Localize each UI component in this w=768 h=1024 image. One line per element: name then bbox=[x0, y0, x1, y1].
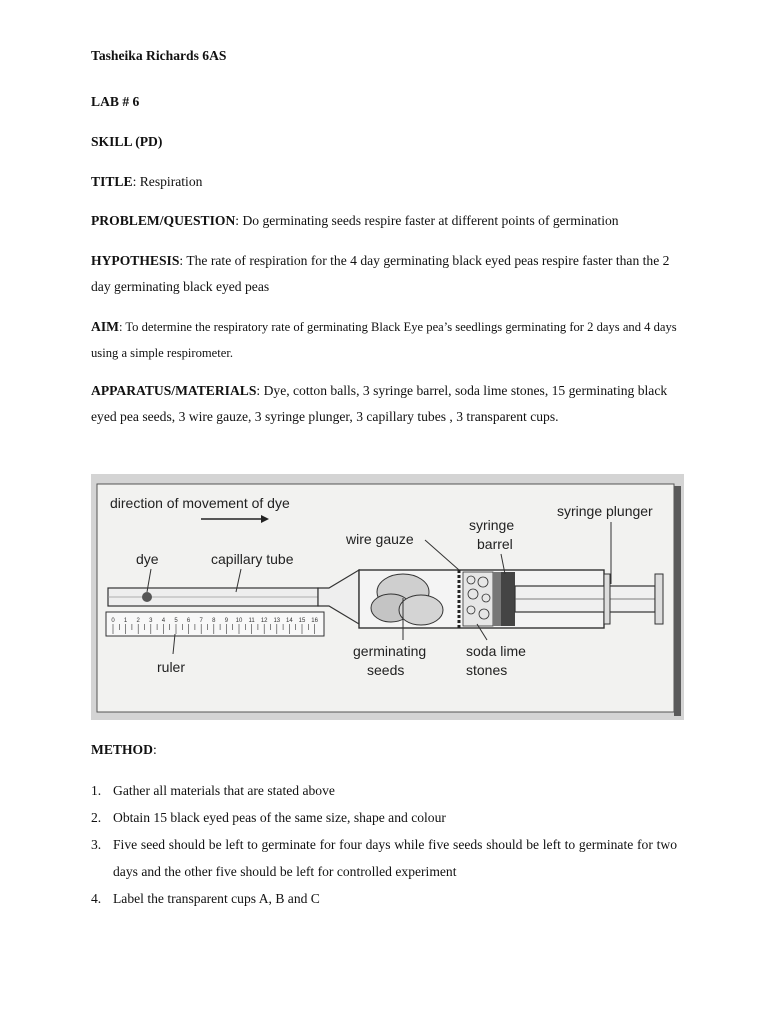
ruler-tick-label: 5 bbox=[174, 618, 178, 624]
ruler-tick-label: 11 bbox=[248, 618, 255, 624]
syringe-barrel-label-1: syringe bbox=[469, 517, 515, 533]
ruler bbox=[106, 612, 324, 636]
wire-gauze-label: wire gauze bbox=[346, 531, 414, 547]
problem-line bbox=[91, 208, 619, 234]
dye-label: dye bbox=[136, 551, 159, 567]
ruler-tick-label: 1 bbox=[123, 618, 128, 624]
capillary-tube-label: capillary tube bbox=[211, 551, 294, 567]
ruler-tick-label: 0 bbox=[111, 618, 115, 624]
method-step bbox=[91, 804, 677, 831]
barrel-plug-light bbox=[493, 572, 501, 626]
method-step bbox=[91, 885, 677, 912]
method-colon: : bbox=[152, 742, 157, 757]
barrel-flange bbox=[604, 574, 610, 624]
soda-lime-label-1: soda lime bbox=[466, 643, 526, 659]
ruler-tick-label: 12 bbox=[260, 618, 268, 624]
step-number: 1. bbox=[91, 783, 102, 798]
ruler-tick-label: 7 bbox=[199, 618, 203, 624]
method-step bbox=[91, 777, 677, 804]
problem-label: PROBLEM/QUESTION bbox=[91, 213, 236, 228]
method-step bbox=[91, 831, 677, 885]
syringe-plunger-label: syringe plunger bbox=[557, 503, 653, 519]
step-text: Gather all materials that are stated above bbox=[113, 783, 335, 798]
ruler-tick-label: 14 bbox=[286, 618, 293, 624]
apparatus-paragraph bbox=[91, 378, 681, 430]
apparatus-value: : Dye, cotton balls, 3 syringe barrel, soda lime stones, 15 germinating black eyed pea seeds, 3 wire gauze, 3 syringe plunger, 3 capillary tubes , 3 transparent cups. bbox=[91, 383, 668, 424]
step-text: Obtain 15 black eyed peas of the same size, shape and colour bbox=[113, 810, 446, 825]
hypothesis-label: HYPOTHESIS bbox=[91, 253, 180, 268]
skill-line: SKILL (PD) bbox=[91, 134, 163, 149]
problem-value: : Do germinating seeds respire faster at different points of germination bbox=[235, 213, 619, 228]
title-value: : Respiration bbox=[132, 174, 203, 189]
respirometer-diagram bbox=[91, 474, 684, 720]
ruler-tick-label: 10 bbox=[235, 618, 243, 624]
ruler-tick-label: 15 bbox=[298, 618, 306, 624]
ruler-tick-label: 16 bbox=[311, 618, 318, 624]
step-number: 2. bbox=[91, 810, 102, 825]
method-heading bbox=[91, 737, 157, 763]
germinating-seeds-label-1: germinating bbox=[353, 643, 427, 659]
direction-label: direction of movement of dye bbox=[110, 495, 290, 511]
step-number: 3. bbox=[91, 837, 102, 852]
ruler-label: ruler bbox=[157, 659, 186, 675]
aim-paragraph bbox=[91, 314, 681, 366]
seed-3 bbox=[399, 595, 443, 625]
dye-drop bbox=[142, 592, 152, 602]
ruler-tick-label: 13 bbox=[273, 618, 281, 624]
ruler-tick-label: 9 bbox=[224, 618, 229, 624]
diagram-shadow bbox=[674, 486, 681, 716]
aim-label: AIM bbox=[91, 319, 119, 334]
ruler-tick-label: 3 bbox=[149, 618, 153, 624]
aim-value: : To determine the respiratory rate of germinating Black Eye pea’s seedlings germinating for 2 days and 4 days using a simple respirometer. bbox=[91, 320, 677, 360]
soda-lime-label-2: stones bbox=[466, 662, 508, 678]
step-text: Label the transparent cups A, B and C bbox=[113, 891, 320, 906]
ruler-tick-label: 4 bbox=[161, 618, 166, 624]
step-number: 4. bbox=[91, 891, 102, 906]
lab-number: LAB # 6 bbox=[91, 94, 140, 109]
method-list bbox=[91, 777, 677, 912]
ruler-tick-label: 2 bbox=[136, 618, 140, 624]
title-line bbox=[91, 169, 202, 195]
ruler-tick-label: 6 bbox=[186, 618, 191, 624]
syringe-barrel-label-2: barrel bbox=[477, 536, 513, 552]
barrel-plug-dark bbox=[501, 572, 515, 626]
title-label: TITLE bbox=[91, 174, 133, 189]
apparatus-label: APPARATUS/MATERIALS bbox=[91, 383, 257, 398]
hypothesis-value: : The rate of respiration for the 4 day germinating black eyed peas respire faster than the 2 day germinating black eyed peas bbox=[91, 253, 670, 294]
ruler-tick-label: 8 bbox=[212, 618, 216, 624]
method-label: METHOD bbox=[91, 742, 153, 757]
author-line: Tasheika Richards 6AS bbox=[91, 48, 227, 63]
step-text: Five seed should be left to germinate for four days while five seeds should be left to germinate for two days and the other five should be left for controlled experiment bbox=[113, 837, 677, 879]
germinating-seeds-label-2: seeds bbox=[367, 662, 405, 678]
plunger-thumb-rest bbox=[655, 574, 663, 624]
hypothesis-paragraph bbox=[91, 248, 681, 300]
